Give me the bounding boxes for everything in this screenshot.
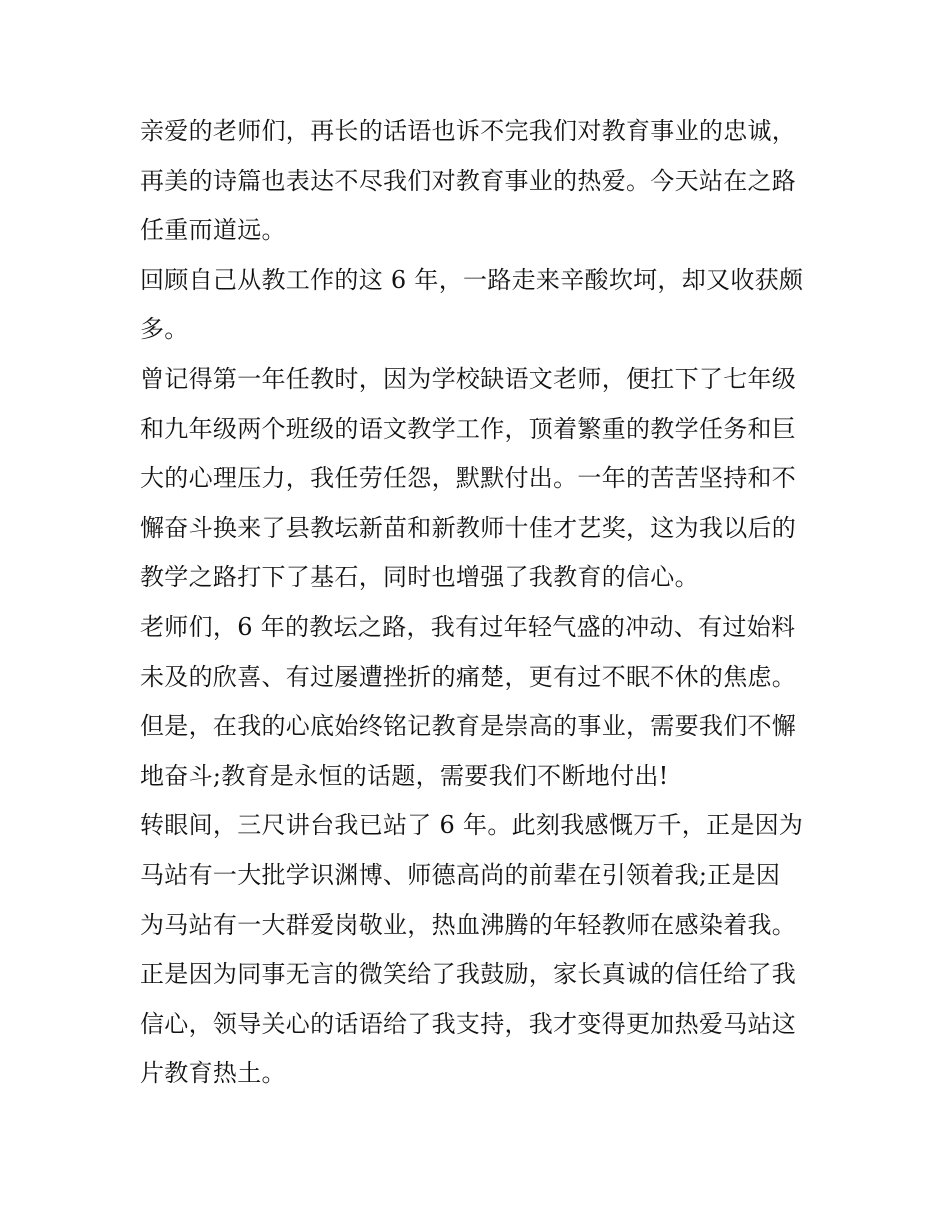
- text-line: 地奋斗;教育是永恒的话题，需要我们不断地付出!: [140, 761, 669, 790]
- text-line: 懈奋斗换来了县教坛新苗和新教师十佳才艺奖，这为我以后的: [140, 513, 797, 542]
- text-line: 马站有一大批学识渊博、师德高尚的前辈在引领着我;正是因: [140, 860, 781, 889]
- body-text: [140, 107, 820, 1099]
- text-line: 任重而道远。: [140, 216, 286, 245]
- text-line: 老师们，6 年的教坛之路，我有过年轻气盛的冲动、有过始料: [140, 612, 796, 641]
- text-line: 转眼间，三尺讲台我已站了 6 年。此刻我感慨万千，正是因为: [140, 811, 804, 840]
- text-line: 曾记得第一年任教时，因为学校缺语文老师，便扛下了七年级: [140, 364, 797, 393]
- text-line: 信心，领导关心的话语给了我支持，我才变得更加热爱马站这: [140, 1009, 797, 1038]
- text-line: 多。: [140, 315, 189, 344]
- text-line: 大的心理压力，我任劳任怨，默默付出。一年的苦苦坚持和不: [140, 464, 797, 493]
- text-line: 亲爱的老师们，再长的话语也诉不完我们对教育事业的忠诚，: [140, 117, 797, 145]
- text-line: 回顾自己从教工作的这 6 年，一路走来辛酸坎坷，却又收获颇: [140, 265, 804, 294]
- text-line: 为马站有一大群爱岗敬业，热血沸腾的年轻教师在感染着我。: [140, 910, 797, 939]
- text-line: 和九年级两个班级的语文教学工作，顶着繁重的教学任务和巨: [140, 414, 797, 443]
- text-line: 再美的诗篇也表达不尽我们对教育事业的热爱。今天站在之路: [140, 166, 797, 195]
- text-line: 未及的欣喜、有过屡遭挫折的痛楚，更有过不眠不休的焦虑。: [140, 662, 797, 691]
- text-line: 但是，在我的心底始终铭记教育是崇高的事业，需要我们不懈: [140, 712, 797, 741]
- text-line: 教学之路打下了基石，同时也增强了我教育的信心。: [140, 563, 699, 592]
- text-line: 片教育热土。: [140, 1059, 286, 1088]
- text-line: 正是因为同事无言的微笑给了我鼓励，家长真诚的信任给了我: [140, 960, 797, 989]
